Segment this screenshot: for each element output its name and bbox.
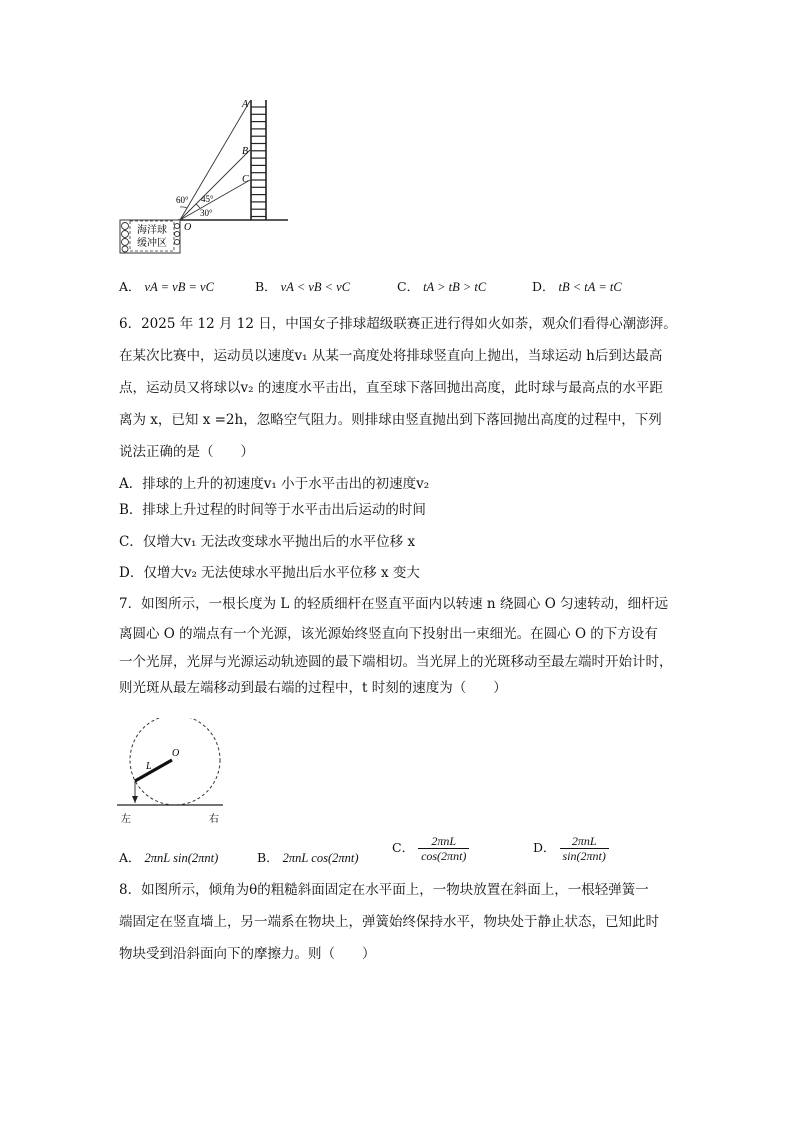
q7-option-c[interactable] [392,834,469,863]
q6-stem-line4: 离为 x，已知 x =2h，忽略空气阻力。则排球由竖直抛出到下落回抛出高度的过程中，下列 [119,412,662,428]
q6-option-d[interactable]: D．仅增大v₂ 无法使球水平抛出后水平位移 x 变大 [119,565,420,581]
q7-option-c-denominator: cos(2πnt) [421,849,467,863]
q5-option-d-text: tB < tA = tC [558,280,622,294]
q5-option-c[interactable] [397,277,486,295]
q5-option-b[interactable] [255,277,350,295]
q7-stem-line1: 7．如图所示，一根长度为 L 的轻质细杆在竖直平面内以转速 n 绕圆心 O 匀速转动，细杆远 [119,596,669,612]
q7-stem-line2: 离圆心 O 的端点有一个光源，该光源始终竖直向下投射出一束细光。在圆心 O 的下方设有 [119,626,658,642]
ladder-figure [118,95,293,265]
q7-option-a-text: 2πnL sin(2πnt) [144,851,219,865]
q6-option-b[interactable]: B．排球上升过程的时间等于水平击出后运动的时间 [119,502,426,518]
q8-stem-line3: 物块受到沿斜面向下的摩擦力。则（ ） [119,946,376,962]
q7-option-d-label: D． [533,840,556,855]
q5-option-b-label: B． [255,279,277,294]
q7-stem-line4: 则光斑从最左端移动到最右端的过程中，t 时刻的速度为（ ） [119,680,507,696]
q5-option-c-label: C． [397,279,420,294]
q6-option-a[interactable]: A．排球的上升的初速度v₁ 小于水平击出的初速度v₂ [119,476,430,492]
q7-option-b[interactable] [257,848,359,866]
q8-stem-line2: 端固定在竖直墙上，另一端系在物块上，弹簧始终保持水平，物块处于静止状态，已知此时 [119,914,659,930]
point-b-label: B [242,146,249,157]
q6-stem-line3: 点，运动员又将球以v₂ 的速度水平击出，直至球下落回抛出高度，此时球与最高点的水平距 [119,380,663,396]
q7-option-a[interactable] [119,848,218,866]
right-label: 右 [209,814,219,824]
q6-stem-line1: 6．2025 年 12 月 12 日，中国女子排球超级联赛正进行得如火如荼，观众们看得心潮澎湃。 [119,316,677,332]
rod-l-label: L [146,761,152,772]
q7-option-c-label: C． [392,840,415,855]
q5-option-a-text: vA = vB = vC [144,280,214,294]
rotating-rod-figure [115,718,225,824]
q5-option-c-text: tA > tB > tC [423,280,487,294]
q7-option-d-fraction [560,834,609,863]
center-o-label: O [172,748,180,759]
q7-option-d[interactable] [533,834,609,863]
q6-stem-line2: 在某次比赛中，运动员以速度v₁ 从某一高度处将排球竖直向上抛出，当球运动 h后到达最高 [119,348,663,364]
angle-30-label: 30° [200,208,213,218]
buffer-label-line1: 海洋球 [137,225,167,236]
q5-option-d[interactable] [532,277,622,295]
buffer-label-line2: 缓冲区 [137,238,167,249]
left-label: 左 [121,814,131,824]
q7-option-d-numerator: 2πnL [560,834,609,849]
q7-option-b-label: B． [257,850,279,865]
q5-option-a[interactable] [119,277,214,295]
q5-option-a-label: A． [119,279,141,294]
q5-option-d-label: D． [532,279,555,294]
q6-option-c[interactable]: C．仅增大v₁ 无法改变球水平抛出后的水平位移 x [119,534,416,550]
q6-stem-line5: 说法正确的是（ ） [119,444,254,460]
origin-o-label: O [184,222,192,233]
point-c-label: C [242,174,249,185]
q8-stem-line1: 8．如图所示，倾角为θ的粗糙斜面固定在水平面上，一物块放置在斜面上，一根轻弹簧一 [119,882,649,898]
q7-option-d-denominator: sin(2πnt) [562,849,606,863]
q7-option-b-text: 2πnL cos(2πnt) [282,851,359,865]
angle-60-label: 60° [176,195,189,205]
q7-option-a-label: A． [119,850,141,865]
q7-option-c-numerator: 2πnL [418,834,469,849]
point-a-label: A [242,99,249,110]
q5-option-b-text: vA < vB < vC [280,280,351,294]
q7-option-c-fraction [418,834,469,863]
angle-45-label: 45° [201,194,214,204]
q7-stem-line3: 一个光屏，光屏与光源运动轨迹圆的最下端相切。当光屏上的光斑移动至最左端时开始计时， [119,654,673,670]
